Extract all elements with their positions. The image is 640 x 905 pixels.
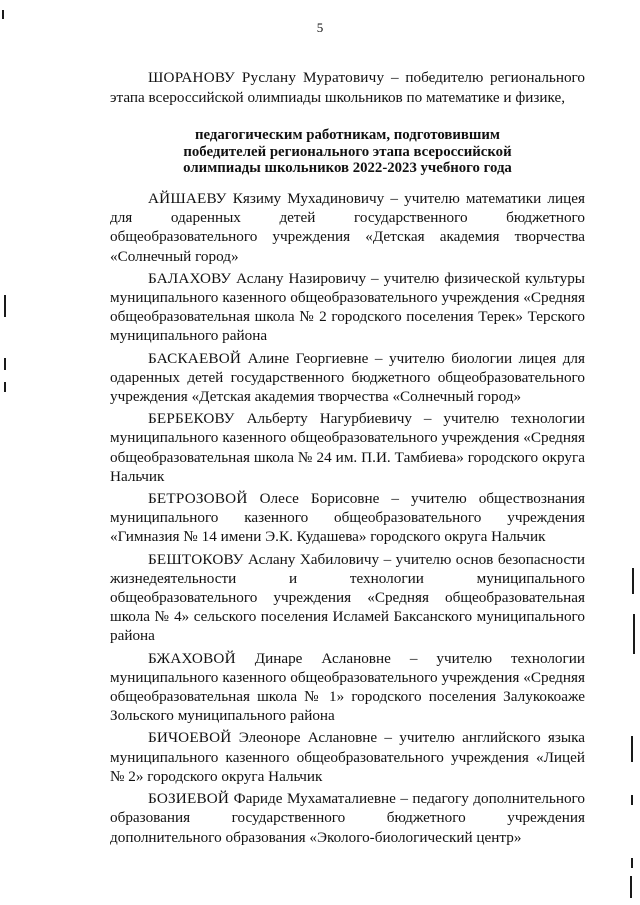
- teacher-surname: БЕТРОЗОВОЙ: [148, 490, 248, 508]
- teacher-description: Аслану Хабиловичу – учителю основ безопасности жизнедеятельности и технологии муниципального общеобразовательного учреждения «Средняя общеобразовательная школа № 4» сельского поселения Исламей Баксанского муниципального района: [110, 550, 585, 645]
- scan-mark-right-4: [631, 795, 633, 805]
- scan-mark-left-2: [4, 358, 6, 370]
- winner-name: ШОРАНОВУ Руслану Муратовичу: [148, 69, 385, 86]
- teacher-list: [110, 189, 585, 850]
- scan-mark-left-1: [4, 295, 6, 317]
- scan-mark-left-3: [4, 382, 6, 392]
- teacher-surname: БОЗИЕВОЙ: [148, 790, 230, 808]
- teacher-description: Алине Георгиевне – учителю биологии лицея для одаренных детей государственного бюджетного общеобразовательного учреждения «Детская академия творчества «Солнечный город»: [110, 349, 585, 406]
- teacher-surname: БАСКАЕВОЙ: [148, 349, 242, 367]
- page-number: 5: [316, 20, 324, 35]
- scan-mark-right-1: [632, 568, 634, 594]
- winner-paragraph: [110, 68, 585, 108]
- teacher-entry: [110, 489, 585, 547]
- teacher-entry: [110, 789, 585, 847]
- teacher-entry: [110, 269, 585, 346]
- teacher-entry: [110, 349, 585, 407]
- section-heading: [110, 127, 585, 177]
- scan-mark-right-5: [631, 858, 633, 868]
- teacher-description: Динаре Аслановне – учителю технологии муниципального казенного общеобразовательного учреждения «Средняя общеобразовательная школа № 1» городского поселения Залукокоаже Зольского муниципального района: [110, 649, 585, 725]
- teacher-surname: БАЛАХОВУ: [148, 269, 232, 287]
- teacher-surname: БЖАХОВОЙ: [148, 649, 236, 667]
- teacher-entry: [110, 189, 585, 266]
- teacher-entry: [110, 649, 585, 726]
- scan-mark-right-2: [633, 614, 635, 654]
- teacher-description: Олесе Борисовне – учителю обществознания муниципального казенного общеобразовательного учреждения «Гимназия № 14 имени Э.К. Кудашева» городского округа Нальчик: [110, 490, 585, 546]
- teacher-entry: [110, 409, 585, 486]
- teacher-entry: [110, 550, 585, 646]
- heading-line-1: педагогическим работникам, подготовившим: [194, 127, 501, 143]
- teacher-description: Аслану Назировичу – учителю физической культуры муниципального казенного общеобразовательного учреждения «Средняя общеобразовательная школа № 2 городского поселения Терек» Терского муниципального района: [110, 269, 585, 345]
- teacher-description: Альберту Нагурбиевичу – учителю технологии муниципального казенного общеобразовательного учреждения «Средняя общеобразовательная школа № 24 им. П.И. Тамбиева» городского округа Нальчик: [110, 410, 585, 485]
- scan-mark-right-6: [630, 876, 632, 898]
- teacher-surname: БИЧОЕВОЙ: [148, 729, 232, 747]
- teacher-entry: [110, 728, 585, 786]
- heading-line-2: победителей регионального этапа всероссийской: [183, 143, 512, 160]
- teacher-surname: БЕШТОКОВУ: [148, 550, 244, 568]
- teacher-surname: БЕРБЕКОВУ: [148, 410, 235, 428]
- teacher-description: Кязиму Мухадиновичу – учителю математики лицея для одаренных детей государственного бюджетного общеобразовательного учреждения «Детская академия творчества «Солнечный город»: [110, 190, 585, 265]
- winner-description: – победителю регионального этапа всероссийской олимпиады школьников по математике и физике,: [110, 69, 586, 106]
- teacher-surname: АЙШАЕВУ: [148, 190, 227, 207]
- heading-line-3: олимпиады школьников 2022-2023 учебного года: [183, 160, 512, 176]
- teacher-description: Фариде Мухаматалиевне – педагогу дополнительного образования государственного бюджетного учреждения дополнительного образования «Эколого-биологический центр»: [110, 790, 585, 846]
- scan-mark-top-left: [2, 10, 4, 19]
- scan-mark-right-3: [631, 736, 633, 762]
- teacher-description: Элеоноре Аслановне – учителю английского языка муниципального казенного общеобразовательного учреждения «Лицей № 2» городского округа Нальчик: [110, 729, 585, 785]
